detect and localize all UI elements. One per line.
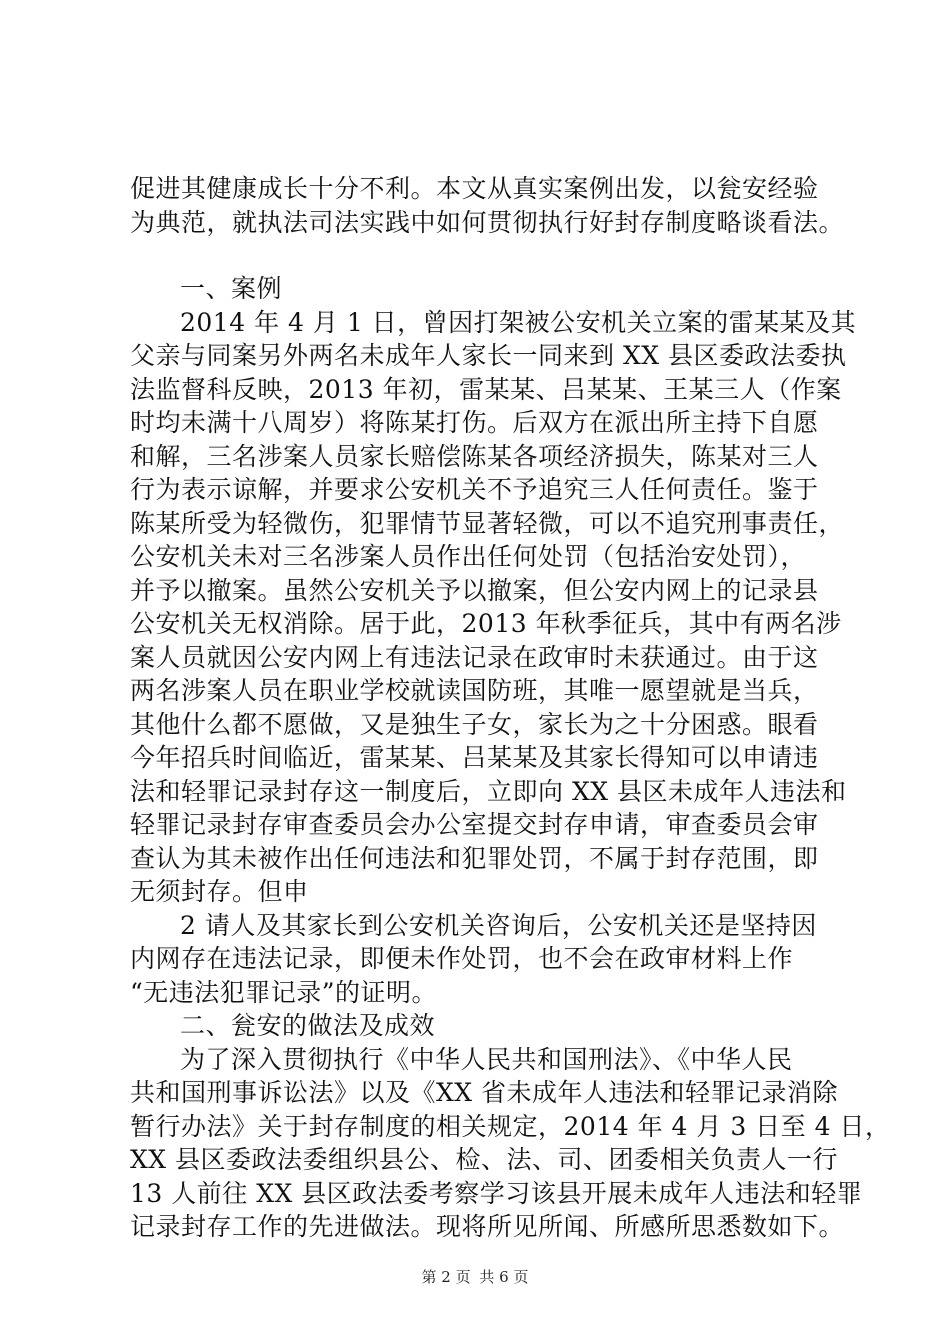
body-line: 法监督科反映，2013 年初，雷某某、吕某某、王某三人（作案 (130, 374, 842, 404)
body-line: 无须封存。但申 (130, 877, 309, 906)
body-line: 2014 年 4 月 1 日，曾因打架被公安机关立案的雷某某及其 (180, 307, 857, 337)
body-line: 13 人前往 XX 县区政法委考察学习该县开展未成年人违法和轻罪 (130, 1178, 863, 1208)
body-line: 今年招兵时间临近，雷某某、吕某某及其家长得知可以申请违 (130, 743, 819, 772)
body-line: 为了深入贯彻执行《中华人民共和国刑法》、《中华人民 (180, 1044, 793, 1074)
body-line: 公安机关无权消除。居于此，2013 年秋季征兵，其中有两名涉 (130, 609, 842, 638)
body-line: XX 县区委政法委组织县公、检、法、司、团委相关负责人一行 (130, 1145, 839, 1174)
body-line: 陈某所受为轻微伤，犯罪情节显著轻微，可以不追究刑事责任， (130, 508, 845, 538)
body-line: 父亲与同案另外两名未成年人家长一同来到 XX 县区委政法委执 (130, 341, 847, 370)
body-line: 查认为其未被作出任何违法和犯罪处罚，不属于封存范围，即 (130, 843, 819, 873)
body-line: “无违法犯罪记录”的证明。 (130, 977, 438, 1007)
body-line: 内网存在违法记录，即便未作处罚，也不会在政审材料上作 (130, 944, 794, 973)
body-line: 为典范，就执法司法实践中如何贯彻执行好封存制度略谈看法。 (130, 207, 845, 237)
body-line: 2 请人及其家长到公安机关咨询后，公安机关还是坚持因 (180, 910, 817, 940)
body-line: 行为表示谅解，并要求公安机关不予追究三人任何责任。鉴于 (130, 475, 819, 504)
body-line: 促进其健康成长十分不利。本文从真实案例出发，以瓮安经验 (130, 174, 819, 203)
body-line: 公安机关未对三名涉案人员作出任何处罚（包括治安处罚）， (130, 542, 807, 571)
document-body (130, 172, 891, 1244)
body-line: 两名涉案人员在职业学校就读国防班，其唯一愿望就是当兵， (130, 676, 819, 705)
body-line: 和解，三名涉案人员家长赔偿陈某各项经济损失，陈某对三人 (130, 441, 819, 471)
body-line: 其他什么都不愿做，又是独生子女，家长为之十分困惑。眼看 (130, 709, 819, 739)
page-number: 第 2 页 (421, 1268, 471, 1286)
section-heading: 一、案例 (180, 274, 283, 303)
body-line: 案人员就因公安内网上有违法记录在政审时未获通过。由于这 (130, 642, 819, 672)
body-line: 时均未满十八周岁）将陈某打伤。后双方在派出所主持下自愿 (130, 408, 819, 437)
page-total: 共 6 页 (479, 1268, 529, 1286)
body-line: 轻罪记录封存审查委员会办公室提交封存申请，审查委员会审 (130, 810, 819, 839)
body-line: 暂行办法》关于封存制度的相关规定，2014 年 4 月 3 日至 4 日， (130, 1111, 891, 1141)
section-heading: 二、瓮安的做法及成效 (180, 1011, 436, 1040)
body-line: 共和国刑事诉讼法》以及《XX 省未成年人违法和轻罪记录消除 (130, 1078, 839, 1107)
body-line: 法和轻罪记录封存这一制度后，立即向 XX 县区未成年人违法和 (130, 776, 847, 806)
page-footer (0, 1267, 950, 1287)
body-line: 并予以撤案。虽然公安机关予以撤案，但公安内网上的记录县 (130, 575, 819, 605)
body-line: 记录封存工作的先进做法。现将所见所闻、所感所思悉数如下。 (130, 1212, 845, 1241)
